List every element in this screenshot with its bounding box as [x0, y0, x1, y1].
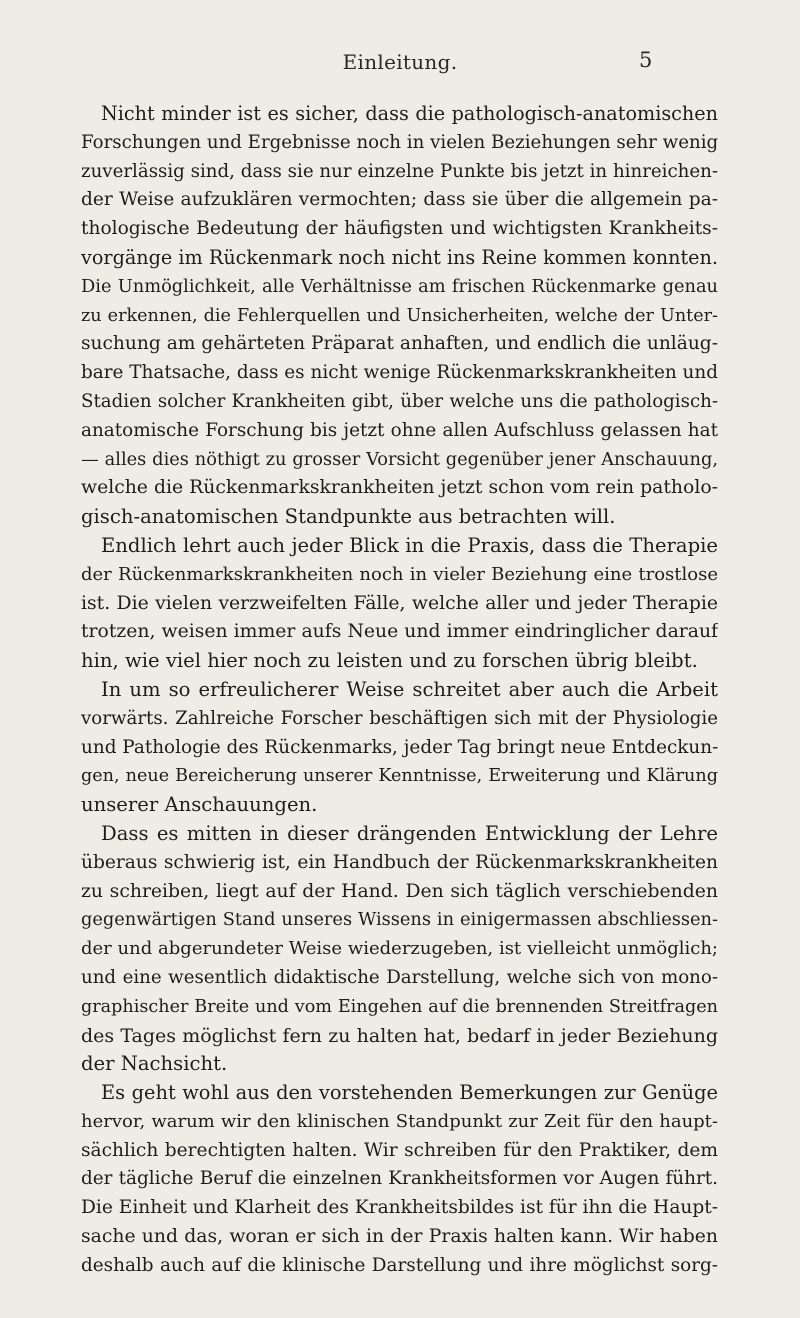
text-line: Stadien solcher Krankheiten gibt, über welche uns die pathologisch- [81, 390, 718, 412]
text-line: und Pathologie des Rückenmarks, jeder Tag bringt neue Entdeckun- [81, 736, 718, 758]
text-line: des Tages möglichst fern zu halten hat, bedarf in jeder Beziehung [81, 1024, 718, 1047]
text-line: thologische Bedeutung der häufigsten und wichtigsten Krankheits- [81, 218, 718, 240]
text-line: Forschungen und Ergebnisse noch in vielen Beziehungen sehr wenig [81, 131, 718, 153]
text-line: bare Thatsache, dass es nicht wenige Rückenmarkskrankheiten und [81, 362, 718, 384]
text-line: Dass es mitten in dieser drängenden Entwicklung der Lehre [101, 821, 718, 845]
text-line: gisch-anatomischen Standpunkte aus betrachten will. [81, 505, 616, 529]
text-line: der Rückenmarkskrankheiten noch in vieler Beziehung eine trostlose [81, 563, 718, 585]
running-head [0, 46, 800, 76]
text-line: In um so erfreulicherer Weise schreitet aber auch die Arbeit [101, 677, 718, 701]
text-line: hin, wie viel hier noch zu leisten und zu forschen übrig bleibt. [81, 649, 698, 673]
text-line: Nicht minder ist es sicher, dass die pathologisch-anatomischen [101, 102, 718, 125]
text-line: der tägliche Beruf die einzelnen Krankheitsformen vor Augen führt. [81, 1168, 718, 1190]
body-text [81, 100, 718, 1281]
text-line: und eine wesentlich didaktische Darstellung, welche sich von mono- [81, 966, 718, 988]
text-line: Die Unmöglichkeit, alle Verhältnisse am frischen Rückenmarke genau [81, 275, 718, 297]
text-line: Endlich lehrt auch jeder Blick in die Praxis, dass die Therapie [101, 533, 718, 557]
text-line: überaus schwierig ist, ein Handbuch der Rückenmarkskrankheiten [81, 851, 718, 873]
text-line: suchung am gehärteten Präparat anhaften, und endlich die unläug- [81, 333, 718, 355]
text-line: hervor, warum wir den klinischen Standpunkt zur Zeit für den haupt- [81, 1110, 718, 1132]
text-line: sache und das, woran er sich in der Praxis halten kann. Wir haben [81, 1226, 718, 1248]
text-line: deshalb auch auf die klinische Darstellung und ihre möglichst sorg- [81, 1254, 718, 1276]
text-line: der Weise aufzuklären vermochten; dass sie über die allgemein pa- [81, 189, 718, 211]
text-line: welche die Rückenmarkskrankheiten jetzt schon vom rein patholo- [81, 477, 718, 499]
text-line: gen, neue Bereicherung unserer Kenntnisse, Erweiterung und Klärung [81, 766, 718, 787]
running-title: Einleitung. [342, 50, 458, 74]
text-line: zu erkennen, die Fehlerquellen und Unsicherheiten, welche der Unter- [81, 305, 718, 326]
text-line: — alles dies nöthigt zu grosser Vorsicht gegenüber jener Anschauung, [81, 448, 718, 470]
text-line: vorwärts. Zahlreiche Forscher beschäftigen sich mit der Physiologie [81, 707, 718, 729]
text-line: der Nachsicht. [81, 1052, 228, 1076]
text-line: vorgänge im Rückenmark noch nicht ins Reine kommen konnten. [81, 245, 718, 269]
text-line: ist. Die vielen verzweifelten Fälle, welche aller und jeder Therapie [81, 592, 718, 614]
text-line: der und abgerundeter Weise wiederzugeben, ist vielleicht unmöglich; [81, 938, 718, 960]
text-line: graphischer Breite und vom Eingehen auf die brennenden Streitfragen [81, 996, 718, 1017]
text-line: sächlich berechtigten halten. Wir schreiben für den Praktiker, dem [81, 1139, 718, 1161]
text-line: gegenwärtigen Stand unseres Wissens in einigermassen abschliessen- [81, 909, 718, 931]
text-line: Es geht wohl aus den vorstehenden Bemerkungen zur Genüge [101, 1081, 718, 1105]
text-line: anatomische Forschung bis jetzt ohne allen Aufschluss gelassen hat [81, 419, 718, 441]
text-line: zu schreiben, liegt auf der Hand. Den sich täglich verschiebenden [81, 880, 718, 902]
page-number: 5 [639, 48, 653, 72]
text-line: unserer Anschauungen. [81, 793, 318, 817]
text-line: trotzen, weisen immer aufs Neue und immer eindringlicher darauf [81, 621, 718, 643]
text-line: zuverlässig sind, dass sie nur einzelne Punkte bis jetzt in hinreichen- [81, 160, 718, 182]
text-line: Die Einheit und Klarheit des Krankheitsbildes ist für ihn die Haupt- [81, 1197, 718, 1219]
